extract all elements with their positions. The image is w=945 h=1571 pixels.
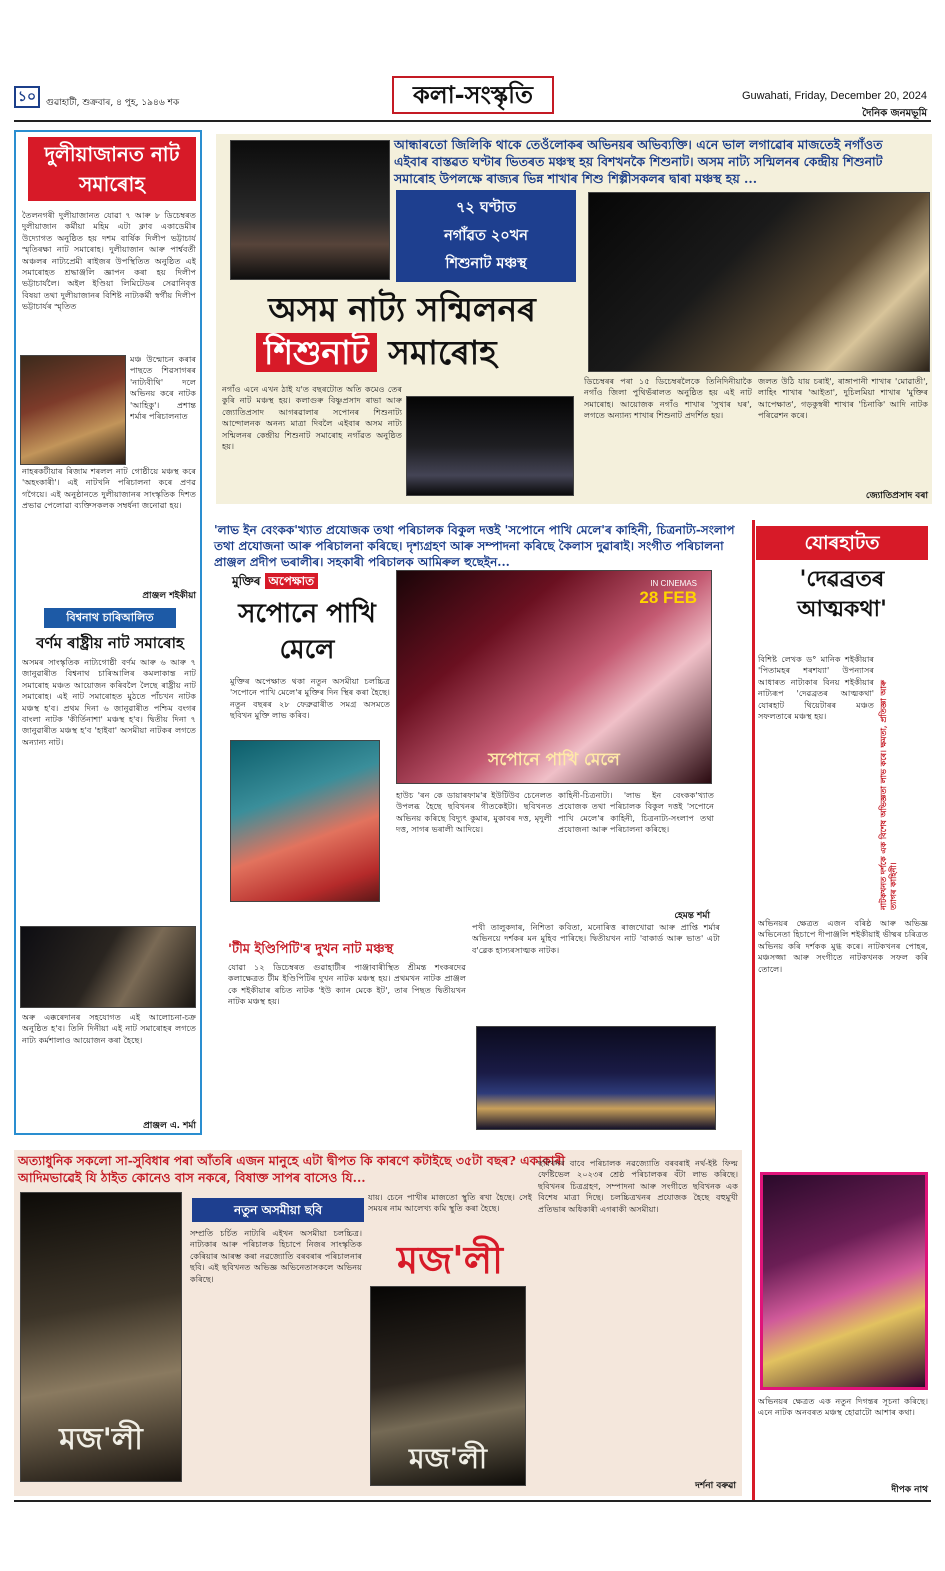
feature-intro: আন্ধাৰতো জিলিকি থাকে তেওঁলোকৰ অভিনয়ৰ অভিব্যক্তি। এনে ভাল লগাৱোৰ মাজতেই নগাঁওত এইবাৰ বাস্তৱত ঘণ্টাৰ ভিতৰত মঞ্চস্থ হয় বিশখনকৈ শিশুনাট। অসম নাট্য সন্মিলনৰ কেন্দ্ৰীয় শিশুনাট সমাৰোহ উপলক্ষে ৰাজ্যৰ ভিন্ন শাখাৰ শিশু শিল্পীসকলৰ দ্বাৰা মঞ্চস্থ হয় ... xyxy=(394,137,883,186)
duliajan-stage-photo xyxy=(20,355,126,465)
bishwanath-byline: প্ৰাঞ্জল এ. শৰ্মা xyxy=(143,1121,196,1131)
majoli-intro: অত্যাধুনিক সকলো সা-সুবিধাৰ পৰা আঁতৰি এজন মানুহে এটা দ্বীপত কি কাৰণে কটাইছে ৩৫টা বছৰ? একাকাৰী আদিমভাৱেই যি ঠাইত কোনেও বাস নকৰে, বিষাক্ত সাপৰ বাসেও যি... xyxy=(18,1153,565,1185)
children-stage-photo xyxy=(406,396,574,496)
sapone-article-body: মুক্তিৰ অপেক্ষাত থকা নতুন অসমীয়া চলচ্চিত্ৰ 'সপোনে পাখি মেলে'ৰ মুক্তিৰ দিন স্থিৰ কৰা হৈছে। নতুন বছৰৰ ২৮ ফেব্ৰুৱাৰীত সমগ্ৰ অসমতে ছবিখন মুক্তি লাভ কৰিব। xyxy=(230,676,390,721)
majoli-article-body-col2: যায়। চেনে পাখীৰ মাজতো স্থুতি ৰখা হৈছে। সেই সময়ৰ নাম আলেখ্য কমি স্থুতি কৰা হৈছে। xyxy=(368,1192,532,1214)
majoli-poster-title-1: মজ'লী xyxy=(59,1422,143,1457)
sapone-article-body-col2: হাউচ 'ৰন কে ডায়াৰফাম'ৰ ইউটিউব চেনেলত উপলব্ধ হৈছে ছবিখনৰ গীতকেইটা। ছবিখনত অভিনয় কৰিছে বিদ্যুৎ কুমাৰ, মুকাবৰ দত্ত, মৃদুলী দত্ত, সাগৰ ভৰালী আদিয়ে। xyxy=(396,790,552,835)
highlight-line-1: ৭২ ঘণ্টাত xyxy=(456,199,516,216)
jorhat-article-body-cont: অভিনয়ৰ ক্ষেত্ৰত এজন বৰিষ্ঠ আৰু অভিজ্ঞ অভিনেতা হিচাপে দীপাঞ্জলি শইকীয়াই ভীষ্মৰ চৰিত্ৰত অভিনয় কৰি দৰ্শকক মুগ্ধ কৰে। নাটকখনৰ পোহৰ, মঞ্চসজ্জা আৰু সংগীতে নাটকখনক সফল কৰি তোলে। xyxy=(758,918,928,974)
poster-release-date: 28 FEB xyxy=(639,588,697,607)
jorhat-stage-photo xyxy=(760,1172,928,1390)
feature-article-body-col3: জলত উঠি যায় চৰাই', ৰাঙ্গাপানী শাখাৰ 'মোৱাতী', লাহিং শাখাৰ 'আইতা', দুচিলমিয়া শাখাৰ 'মুক্তিৰ আপেক্ষাত', গড়কুস্বৰী শাখাৰ 'চিনাকি' আদি নাটক পৰিৱেশন কৰে। xyxy=(758,376,928,421)
sapone-title: সপোনে পাখি মেলে xyxy=(238,599,376,665)
jorhat-title: 'দেৱব্ৰতৰ আত্মকথা' xyxy=(797,566,887,622)
bishwanath-article-body-cont: অৰু এক্কৰেদানৰ সহযোগত এই আলোচনা-চক্ৰ অনুষ্ঠিত হ'ব। তিনি দিনীয়া এই নাট সমাৰোহৰ লগতে নাট্য কৰ্মশালাও আয়োজন কৰা হৈছে। xyxy=(22,1012,196,1045)
jorhat-article-body-end: অভিনয়ৰ ক্ষেত্ৰত এক নতুন দিগন্তৰ সূচনা কৰিছে। এনে নাটক অনবৰত মঞ্চস্থ হোৱাটো আশাৰ কথা। xyxy=(758,1396,928,1418)
duliajan-byline: প্ৰাঞ্জল শইকীয়া xyxy=(142,591,196,601)
header-date-assamese: গুৱাহাটী, শুক্ৰবাৰ, ৪ পুহ, ১৯৪৬ শক xyxy=(46,98,180,108)
poster-title: সপোনে পাখি মেলে xyxy=(488,750,620,770)
newspaper-name: দৈনিক জনমভূমি xyxy=(862,108,927,119)
highlight-line-3: শিশুনাট মঞ্চস্থ xyxy=(445,255,527,272)
poster-release-line: IN CINEMAS xyxy=(650,579,697,588)
sapone-tag xyxy=(228,570,318,593)
majoli-byline: দৰ্শনা বৰুৱা xyxy=(695,1481,736,1491)
poster-release xyxy=(639,579,697,608)
sapone-byline: হেমন্ত শৰ্মা xyxy=(674,911,710,921)
actress-photo xyxy=(230,740,380,902)
jorhat-headline: যোৰহাটত xyxy=(756,526,928,560)
feature-title-rest: সমাৰোহ xyxy=(388,333,497,372)
feature-article-body: নগাঁও এনে এখন ঠাই য'ত বছৰটোত অতি কমেও তেৰ কুৰি নাট মঞ্চস্থ হয়। কলাগুৰু বিষ্ণুপ্ৰসাদ ৰাভা আৰু জ্যোতিপ্ৰসাদ আগৰৱালাৰ সপোনৰ শিশুনাট্য আন্দোলনক অনন্য মাত্ৰা দিবলৈ এইবাৰ অসম নাট্য সন্মিলনৰ কেন্দ্ৰীয় শিশুনাট সমাৰোহ নগাঁৱত অনুষ্ঠিত হয়। xyxy=(222,384,402,452)
majoli-tag: নতুন অসমীয়া ছবি xyxy=(192,1198,364,1222)
header-date-english: Guwahati, Friday, December 20, 2024 xyxy=(741,90,927,102)
ipt-article-body-col2: পখী তালুকদাৰ, নিশিতা কবিতা, মনোৰিত্ত ৰাজখোৱা আৰু প্ৰাপ্তি শৰ্মাৰ অভিনয়ে দৰ্শকৰ মন মুহিব পাৰিছে। দ্বিতীয়খন নাট 'বাকাৰ্ড আৰু ভাত' এটা ব'ব্লেক হাস্যৰসাত্মক নাটক। xyxy=(472,922,720,955)
sapone-article-body-col3: কাহিনী-চিত্ৰনাট্য। 'লাভ ইন বেংকক'খ্যাত প্ৰযোজক তথা পৰিচালক বিকুল দত্তই 'সপোনে পাখি মেলে'ৰ কাহিনী, চিত্ৰনাট্য-সংলাপ তথা প্ৰযোজনা আৰু পৰিচালনা কৰিছে। xyxy=(558,790,714,835)
duliajan-article-body: তৈলনগৰী দুলীয়াজানত যোৱা ৭ আৰু ৮ ডিচেম্বৰত দুলীয়াজান কৰ্মীয়া মহিম এটা ক্লাব একাডেমীৰ উদ্যোগত অনুষ্ঠিত হয় দশম বাৰ্ষিক দিলীপ ভট্টাচাৰ্য স্মৃতিৰক্ষা নাট সমাৰোহ। দুলীয়াজান আৰু পাৰ্শ্ববৰ্তী অঞ্চলৰ নাট্যপ্ৰেমী ৰাইজৰ উপস্থিতিত অনুষ্ঠিত এই সমাৰোহত শ্ৰদ্ধাঞ্জলি জ্ঞাপন কৰা হয় দিলীপ ভট্টাচাৰ্যলৈ। অইল ইণ্ডিয়া লিমিটেডৰ সেৱানিবৃত্ত বিষয়া তথা দুলীয়াজানৰ বিশিষ্ট নাট্যকৰ্মী স্বৰ্গীয় দিলীপ ভট্টাচাৰ্যৰ স্মৃতিত xyxy=(22,210,196,312)
stage-performance-photo xyxy=(588,192,930,372)
ipt-stage-photo xyxy=(476,1026,716,1130)
duliajan-article-body-side: মঞ্চ উন্মোচন কৰাৰ পাছতে শিৱসাগৰৰ 'নাট্যবীথি' দলে অভিনয় কৰে নাটক 'আহিকু'। প্ৰশান্ত শৰ্মাৰ পৰিচালনাত xyxy=(130,354,196,422)
duliajan-article-body-cont: নাহৰকটীয়াৰ ৰিজাম শৰলল নাট গোষ্ঠীয়ে মঞ্চস্থ কৰে 'অহংকাৰী'। এই নাটখনি পৰিচালনা কৰে প্ৰণৱ গগৈয়ে। এই অনুষ্ঠানতে দুলীয়াজানৰ সাংস্কৃতিক দিশত প্ৰভাৱ পেলোৱা ব্যক্তিসকলক সম্বৰ্ধনা জনোৱা হয়। xyxy=(22,466,196,511)
majoli-poster-woman xyxy=(20,1192,182,1482)
sapone-intro: 'লাভ ইন বেংকক'খ্যাত প্ৰযোজক তথা পৰিচালক বিকুল দত্তই 'সপোনে পাখি মেলে'ৰ কাহিনী, চিত্ৰনাট্য-সংলাপ তথা প্ৰযোজনা আৰু পৰিচালনা কৰিছে। দৃশ্যগ্ৰহণ আৰু সম্পাদনা কৰিছে কৈলাস দুৱাৰাই। সংগীত পৰিচালনা প্ৰাঞ্জল প্ৰদীপ ভৰালীৰ। সহকাৰী পৰিচালক আমিৰুল হুছেইন... xyxy=(214,523,735,569)
feature-byline: জ্যোতিপ্ৰসাদ বৰা xyxy=(865,491,928,501)
majoli-article-body-col3: ছবিখনৰ বাবে পৰিচালক নৱজ্যোতি বৰবৰাই নৰ্থ-ইষ্ট ফিল্ম ফেষ্টিভেল ২০২৩ৰ শ্ৰেষ্ঠ পৰিচালকৰ বঁটা লাভ কৰিছে। ছবিখনৰ চিত্ৰগ্ৰহণ, সম্পাদনা আৰু সংগীতে ছবিখনক এক বিশেষ মাত্ৰা দিছে। চলচ্চিত্ৰখনৰ প্ৰযোজক হৈছে বহুমুখী প্ৰতিভাৰ অধিকাৰী এগৰাকী অসমীয়া। xyxy=(538,1158,738,1214)
ipt-article-body: যোৱা ১২ ডিচেম্বৰত গুৱাহাটীৰ পাঞ্জাবাৰীস্থিত শ্ৰীমন্ত শংকৰদেৱ কলাক্ষেত্ৰত টীম ইণ্ডিপিটিৰ দুখন নাটক মঞ্চস্থ হয়। প্ৰথমখন নাটক প্ৰাঞ্জল কে শইকীয়াৰ ৰচিত নাটক 'ইউ ক্যান মেকে ইট', তাৰ পিছত দ্বিতীয়খন নাটক মঞ্চস্থ হয়। xyxy=(228,962,466,1007)
jorhat-byline: দীপক নাথ xyxy=(891,1485,928,1495)
feature-title-highlight: শিশুনাট xyxy=(256,333,377,372)
feature-title-line-1: অসম নাট্য সন্মিলনৰ xyxy=(268,290,536,329)
jorhat-article-body: বিশিষ্ট লেখক ড° মানিক শইকীয়াৰ 'পিতামহৰ শৰশয্যা' উপন্যাসৰ আধাৰত নাট্যকাৰ বিনয় শইকীয়াৰ নাট্যৰূপ 'দেৱব্ৰতৰ আত্মকথা' যোৰহাট থিয়েটাৰৰ মঞ্চত সফলতাৰে মঞ্চস্থ হয়। xyxy=(758,654,874,722)
feature-article-body-col2: ডিচেম্বৰৰ পৰা ১৫ ডিচেম্বৰলৈকে তিনিদিনীয়াকৈ নগাঁও জিলা পুথিভঁৰালত অনুষ্ঠিত হয় এই নাট সমাৰোহ। আয়োজক নগাঁও শাখাৰ 'সুখাৰ ঘৰ', লগতে অন্যান্য শাখাৰ শিশুনাট প্ৰদৰ্শিত হয়। xyxy=(584,376,752,421)
majoli-poster-man xyxy=(370,1286,526,1486)
majoli-title: মজ'লী xyxy=(397,1237,503,1282)
ipt-headline: 'টীম ইণ্ডিপিটি'ৰ দুখন নাট মঞ্চস্থ xyxy=(228,942,394,957)
feature-title-line-2 xyxy=(256,330,566,376)
header-divider xyxy=(14,120,931,122)
bishwanath-stage-photo xyxy=(20,926,196,1008)
majoli-article-body: সম্প্ৰতি চৰ্চিত নাট্যৰি এইখন অসমীয়া চলচ্চিত্ৰ। নাট্যকাৰ আৰু পৰিচালক হিচাপে নিজৰ সাংস্কৃতিক কেৰিয়াৰ আৰম্ভ কৰা নৱজ্যোতি বৰবৰাৰ পৰিচালনাৰ ছবি। এই ছবিখনত অভিজ্ঞ অভিনেতাসকলে অভিনয় কৰিছে। xyxy=(190,1228,362,1284)
sapone-movie-poster xyxy=(396,570,712,784)
bishwanath-article-body: অসমৰ সাংস্কৃতিক নাট্যগোষ্ঠী বৰ্ণম আৰু ৬ আৰু ৭ জানুৱাৰীত বিশ্বনাথ চাৰিআলিৰ কমলাকান্ত নাট সমাৰোহ মঞ্চত আয়োজন কৰিবলৈ লৈছে ৰাষ্ট্ৰীয় নাট সমাৰোহ। এই নাট সমাৰোহত মুঠতে পাঁচখন নাটক মঞ্চস্থ হ'ব। প্ৰথম দিনা ৬ জানুৱাৰীত পশ্চিম বংগৰ বাংলা নাটক 'কীৰ্তিনাশা' মঞ্চস্থ হ'ব। দ্বিতীয় দিনা ৭ জানুৱাৰীত মঞ্চস্থ হ'ব 'হাইবা' অসমীয়া নাটকৰ লগতে অন্যান্য নাট। xyxy=(22,657,196,747)
feature-highlight-box xyxy=(396,190,576,282)
children-play-photo xyxy=(230,140,390,280)
bishwanath-headline: বৰ্ণম ৰাষ্ট্ৰীয় নাট সমাৰোহ xyxy=(36,634,184,652)
sapone-tag-red: অপেক্ষাত xyxy=(265,573,319,589)
section-title: কলা-সংস্কৃতি xyxy=(392,76,554,114)
bishwanath-tag: বিশ্বনাথ চাৰিআলিত xyxy=(44,608,176,628)
majoli-poster-title-2: মজ'লী xyxy=(408,1442,488,1475)
sapone-tag-white: মুক্তিৰ xyxy=(228,573,265,589)
footer-divider xyxy=(14,1500,931,1502)
jorhat-side-text: নাটকখনত দৰ্শকে এক বিশেষ অভিজ্ঞতা লাভ কৰে। ক্ষমতা, প্ৰতিজ্ঞা আৰু ত্যাগৰ কাহিনী। xyxy=(878,660,932,910)
duliajan-headline: দুলীয়াজানত নাট সমাৰোহ xyxy=(28,137,196,201)
page-number: ১০ xyxy=(14,86,40,108)
highlight-line-2: নগাঁৱত ২০খন xyxy=(444,227,528,244)
